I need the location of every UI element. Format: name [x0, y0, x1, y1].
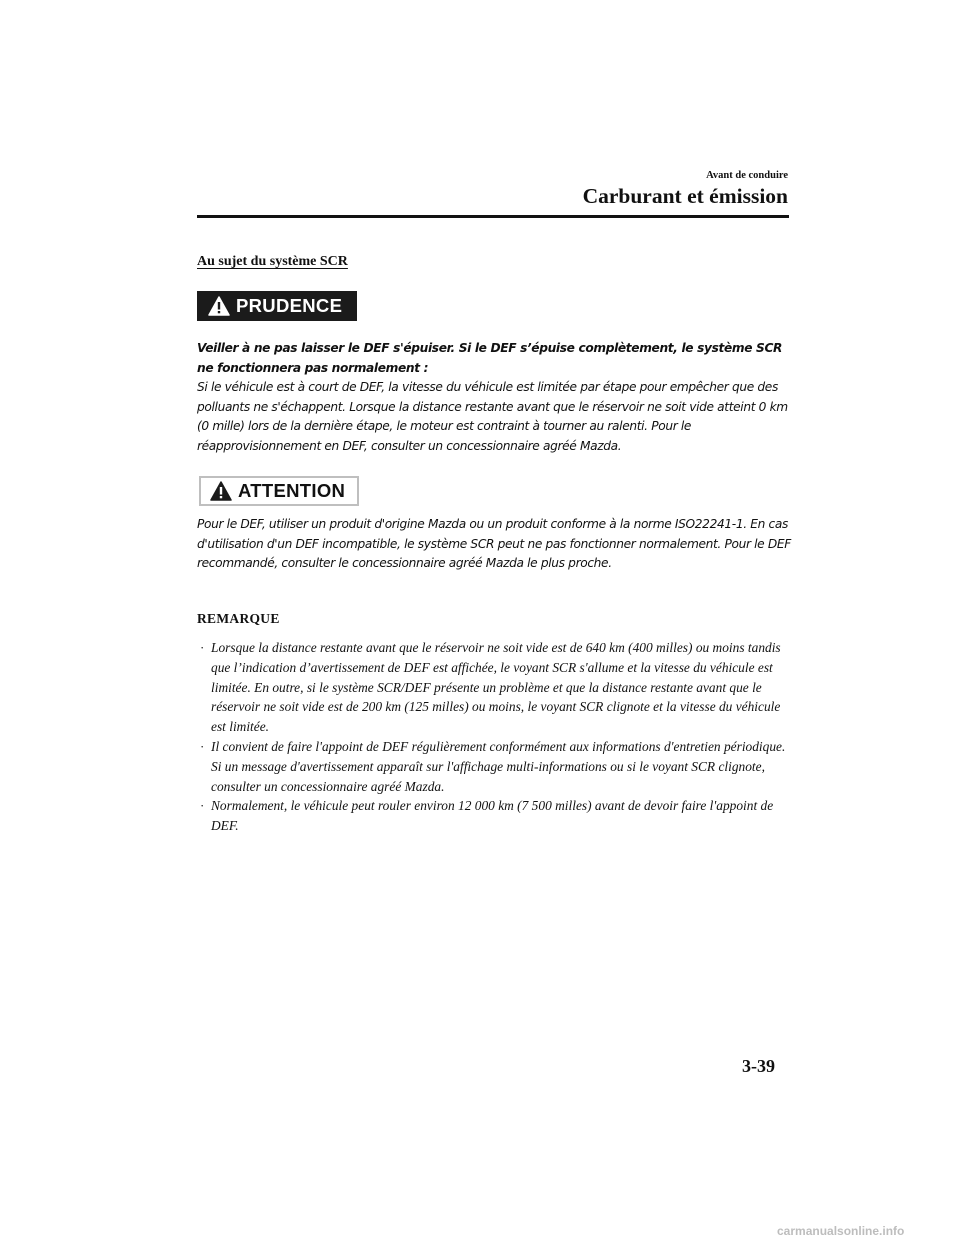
list-item-text: Lorsque la distance restante avant que le réservoir ne soit vide est de 640 km (400 milles) ou moins tandis que l’indication d’avertissement de DEF est affichée, le voyant SCR s'allume et la vitesse du véhicule est limitée. En outre, si le système SCR/DEF présente un problème et que la distance restante avant que le réservoir ne soit vide est de 200 km (125 milles) ou moins, le voyant SCR clignote et la vitesse du véhicule est limitée. [211, 640, 781, 735]
prudence-bold-text: Veiller à ne pas laisser le DEF s'épuiser. Si le DEF s’épuise complètement, le système SCR ne fonctionnera pas normalement : [197, 341, 783, 375]
bullet-icon: · [200, 738, 205, 754]
attention-text: Pour le DEF, utiliser un produit d'origine Mazda ou un produit conforme à la norme ISO22241-1. En cas d'utilisation d'un DEF incompatible, le système SCR peut ne pas fonctionner normalement. Pour le DEF recommandé, consulter le concessionnaire agréé Mazda le plus proche. [197, 517, 791, 570]
warning-triangle-icon [210, 481, 232, 501]
list-item [197, 638, 797, 737]
prudence-body [197, 339, 797, 456]
attention-label-text: ATTENTION [238, 480, 346, 501]
chapter-label: Avant de conduire [706, 170, 788, 181]
watermark: carmanualsonline.info [777, 1224, 905, 1238]
prudence-text: Si le véhicule est à court de DEF, la vitesse du véhicule est limitée par étape pour empêcher que des polluants ne s'échappent. Lorsque la distance restante avant que le réservoir ne soit vide atteint 0 km (0 mille) lors de la dernière étape, le moteur est contraint à tourner au ralenti. Pour le réapprovisionnement en DEF, consulter un concessionnaire agréé Mazda. [197, 380, 788, 453]
bullet-icon: · [200, 798, 205, 814]
prudence-label-text: PRUDENCE [236, 295, 343, 316]
section-title: Au sujet du système SCR [197, 254, 348, 269]
header-divider [197, 215, 789, 218]
remarque-title: REMARQUE [197, 611, 280, 626]
list-item-text: Normalement, le véhicule peut rouler environ 12 000 km (7 500 milles) avant de devoir faire l'appoint de DEF. [211, 798, 774, 834]
list-item-text: Il convient de faire l'appoint de DEF régulièrement conformément aux informations d'entretien périodique. Si un message d'avertissement apparaît sur l'affichage multi-informations ou si le voyant SCR clignote, consulter un concessionnaire agréé Mazda. [211, 738, 786, 794]
page-title: Carburant et émission [582, 184, 788, 208]
list-item [197, 796, 797, 836]
remarque-list [197, 638, 797, 836]
prudence-label [197, 291, 357, 321]
warning-triangle-icon [208, 296, 230, 316]
attention-label [199, 476, 359, 506]
list-item [197, 737, 797, 796]
page-number: 3-39 [742, 1056, 775, 1076]
attention-body [197, 515, 797, 574]
bullet-icon: · [200, 640, 205, 655]
